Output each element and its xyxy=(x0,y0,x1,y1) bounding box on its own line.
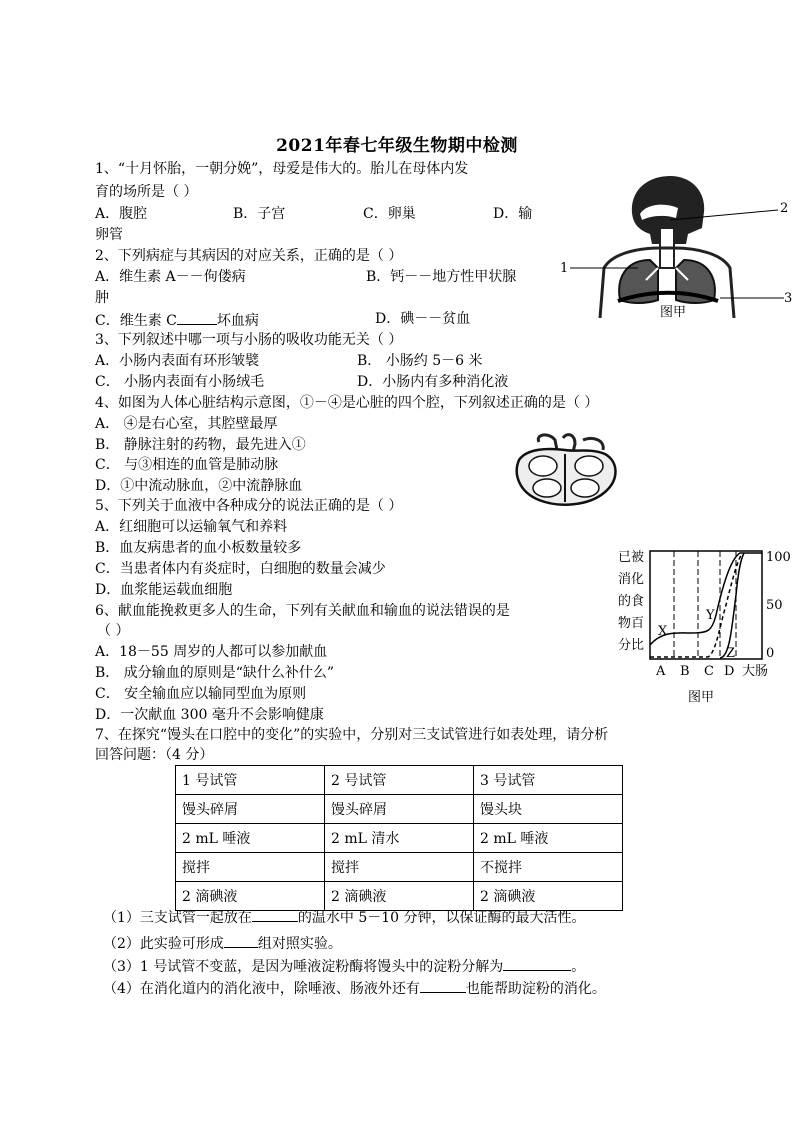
x-tick-label: 大肠 xyxy=(742,664,769,679)
curve-label-y: Y xyxy=(706,608,715,623)
q2-option-a: A．维生素 A－－佝偻病 xyxy=(95,269,246,285)
q2-option-b-continued: 肿 xyxy=(95,290,109,306)
q4-option-a: A． ④是右心室，其腔壁最厚 xyxy=(95,416,278,432)
digestion-curve-figure xyxy=(612,545,794,710)
q4-option-c: C． 与③相连的血管是肺动脉 xyxy=(95,457,279,473)
heart-outline xyxy=(517,449,616,505)
q3-stem: 3、下列叙述中哪一项与小肠的吸收功能无关（ ） xyxy=(95,332,403,348)
table-cell: 2 mL 清水 xyxy=(325,824,474,853)
q7-sub1-suffix: 的温水中 5－10 分钟，以保证酶的最大活性。 xyxy=(297,910,586,926)
q7-sub4-prefix: （4）在消化道内的消化液中，除唾液、肠液外还有 xyxy=(103,981,420,997)
table-cell: 2 mL 唾液 xyxy=(474,824,623,853)
q5-stem: 5、下列关于血液中各种成分的说法正确的是（ ） xyxy=(95,498,403,514)
table-cell: 1 号试管 xyxy=(176,766,325,795)
table-cell: 2 滴碘液 xyxy=(325,882,474,911)
heart-chamber-3 xyxy=(533,479,561,497)
x-tick-label: C xyxy=(704,664,714,679)
q2-option-c xyxy=(95,310,259,330)
q6-option-c: C． 安全输血应以输同型血为原则 xyxy=(95,686,307,702)
y-axis-label-part: 分比 xyxy=(618,638,645,653)
table-cell: 不搅拌 xyxy=(474,853,623,882)
q6-option-b: B． 成分输血的原则是“缺什么补什么” xyxy=(95,665,335,681)
table-row xyxy=(176,766,623,795)
plot-frame xyxy=(650,551,762,659)
q7-stem: 7、在探究“馒头在口腔中的变化”的实验中，分别对三支试管进行如表处理，请分析 xyxy=(95,727,609,743)
table-row xyxy=(176,824,623,853)
heart-chamber-1 xyxy=(529,456,557,476)
q1-option-a: A．腹腔 xyxy=(95,206,148,222)
y-axis-label-part: 消化 xyxy=(618,572,645,587)
q7-sub1-prefix: （1）三支试管一起放在 xyxy=(103,910,252,926)
table-cell: 2 滴碘液 xyxy=(176,882,325,911)
curve-label-z: Z xyxy=(726,646,736,661)
q3-option-a: A．小肠内表面有环形皱襞 xyxy=(95,353,260,369)
q4-option-b: B． 静脉注射的药物，最先进入① xyxy=(95,437,306,453)
q6-stem: 6、献血能挽救更多人的生命，下列有关献血和输血的说法错误的是 xyxy=(95,603,510,619)
y-axis-label-part: 物百 xyxy=(618,616,645,631)
respiratory-system-figure xyxy=(560,168,794,318)
q7-sub4-blank xyxy=(420,978,466,993)
q3-option-d: D．小肠内有多种消化液 xyxy=(357,374,509,390)
table-cell: 馒头碎屑 xyxy=(176,795,325,824)
q4-stem: 4、如图为人体心脏结构示意图，①－④是心脏的四个腔，下列叙述正确的是（ ） xyxy=(95,395,599,411)
q1-option-b: B．子宫 xyxy=(233,206,286,222)
q1-stem-line2: 育的场所是（ ） xyxy=(95,184,198,200)
x-tick-label: D xyxy=(724,664,735,679)
heart-chamber-2 xyxy=(575,456,603,476)
q5-option-b: B．血友病患者的血小板数量较多 xyxy=(95,540,302,556)
q7-sub3-prefix: （3）1 号试管不变蓝，是因为唾液淀粉酶将馒头中的淀粉分解为 xyxy=(103,959,504,975)
curve-y xyxy=(650,553,742,657)
q3-option-b: B． 小肠约 5－6 米 xyxy=(357,353,483,369)
x-tick-label: A xyxy=(656,664,666,679)
lung-figure-caption: 图甲 xyxy=(660,305,687,318)
q2-option-c-suffix: 坏血病 xyxy=(216,313,259,329)
x-tick-label: B xyxy=(680,664,690,679)
table-cell: 搅拌 xyxy=(325,853,474,882)
heart-figure xyxy=(505,430,625,510)
table-cell: 2 滴碘液 xyxy=(474,882,623,911)
y-tick-label: 0 xyxy=(766,646,775,661)
table-row xyxy=(176,853,623,882)
q3-option-c: C． 小肠内表面有小肠绒毛 xyxy=(95,374,265,390)
table-cell: 搅拌 xyxy=(176,853,325,882)
q5-option-c: C．当患者体内有炎症时，白细胞的数量会减少 xyxy=(95,561,386,577)
q4-option-d: D．①中流动脉血，②中流静脉血 xyxy=(95,478,303,494)
y-axis-label-part: 的食 xyxy=(618,594,645,609)
y-tick-label: 100 xyxy=(766,550,791,565)
table-cell: 2 mL 唾液 xyxy=(176,824,325,853)
q1-stem-line1: 1、“十月怀胎，一朝分娩”，母爱是伟大的。胎儿在母体内发 xyxy=(95,161,469,177)
curve-z xyxy=(720,553,744,658)
table-cell: 馒头碎屑 xyxy=(325,795,474,824)
table-cell: 3 号试管 xyxy=(474,766,623,795)
q2-option-d: D．碘－－贫血 xyxy=(375,311,471,327)
q7-sub1-blank xyxy=(252,907,298,922)
q1-option-d: D．输 xyxy=(493,206,533,222)
q7-sub4 xyxy=(103,978,606,998)
y-axis-label-part: 已被 xyxy=(618,550,645,565)
q7-sub2-blank xyxy=(224,933,258,948)
q2-option-c-blank xyxy=(177,310,217,325)
q7-sub3 xyxy=(103,956,585,976)
q2-option-c-prefix: C．维生素 C xyxy=(95,313,177,329)
label-3: 3 xyxy=(784,291,793,306)
table-row xyxy=(176,795,623,824)
heart-chamber-4 xyxy=(571,479,599,497)
q7-sub2-suffix: 组对照实验。 xyxy=(257,936,342,952)
q1-option-d-continued: 卵管 xyxy=(95,227,123,243)
table-cell: 馒头块 xyxy=(474,795,623,824)
label-2: 2 xyxy=(780,201,789,216)
label-1: 1 xyxy=(560,261,569,276)
experiment-table xyxy=(175,765,623,911)
y-tick-label: 50 xyxy=(766,598,783,613)
q6-option-a: A．18－55 周岁的人都可以参加献血 xyxy=(95,644,328,660)
q7-sub4-suffix: 也能帮助淀粉的消化。 xyxy=(465,981,606,997)
digestion-figure-caption: 图甲 xyxy=(688,690,715,705)
q6-stem-continued: （ ） xyxy=(97,623,130,639)
q2-option-b: B．钙－－地方性甲状腺 xyxy=(366,269,517,285)
page-title: 2021年春七年级生物期中检测 xyxy=(276,136,518,156)
table-cell: 2 号试管 xyxy=(325,766,474,795)
q7-sub1 xyxy=(103,907,586,927)
q7-sub2 xyxy=(103,933,342,953)
q7-sub3-blank xyxy=(503,956,571,971)
q7-sub3-suffix: 。 xyxy=(571,959,586,975)
q5-option-d: D．血浆能运载血细胞 xyxy=(95,582,233,598)
q2-stem: 2、下列病症与其病因的对应关系，正确的是（ ） xyxy=(95,248,403,264)
q5-option-a: A．红细胞可以运输氧气和养料 xyxy=(95,519,288,535)
curve-label-x: X xyxy=(658,624,668,639)
q1-option-c: C．卵巢 xyxy=(363,206,416,222)
q6-option-d: D．一次献血 300 毫升不会影响健康 xyxy=(95,707,324,723)
q7-sub2-prefix: （2）此实验可形成 xyxy=(103,936,224,952)
q7-stem-continued: 回答问题：（4 分） xyxy=(95,747,214,763)
